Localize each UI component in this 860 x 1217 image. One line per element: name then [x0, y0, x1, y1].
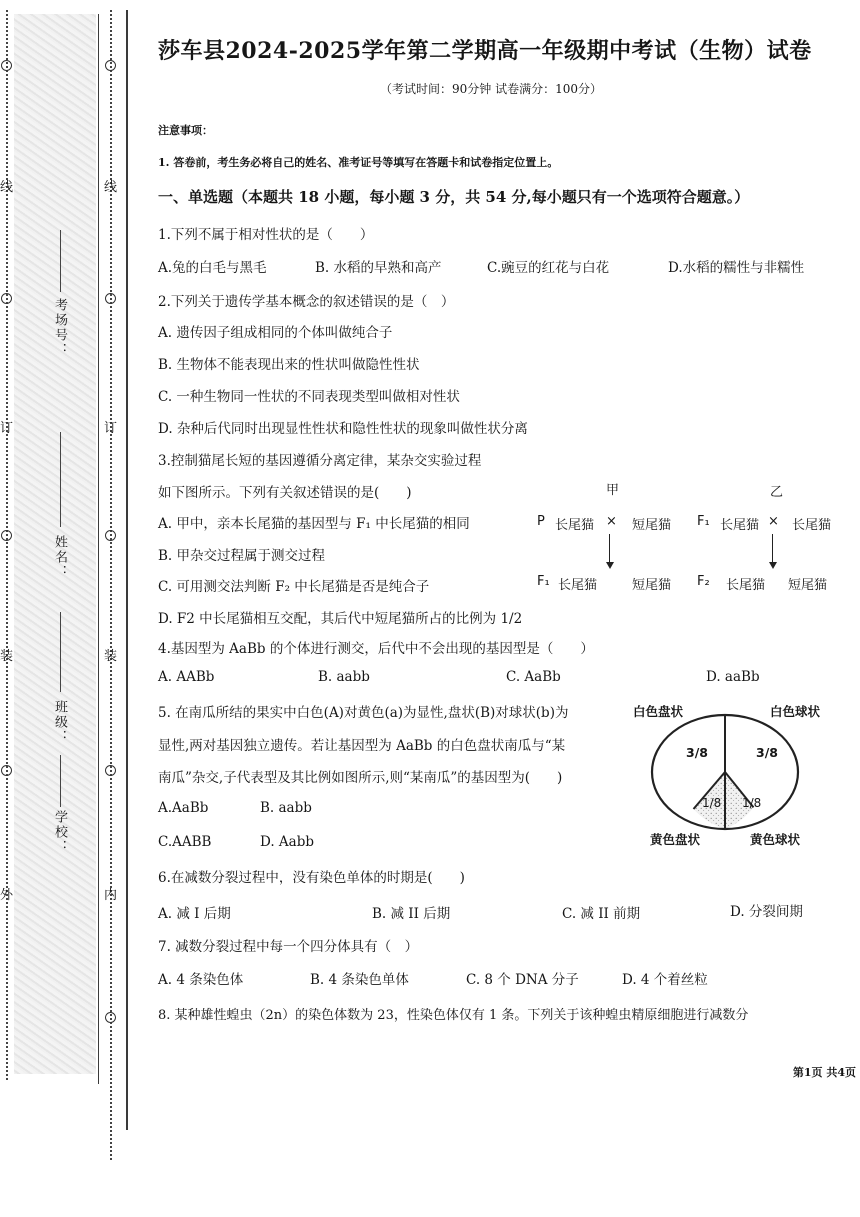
binding-circle [105, 1012, 116, 1023]
notice-item-1: 1. 答卷前，考生务必将自己的姓名、准考证号等填写在答题卡和试卷指定位置上。 [158, 156, 559, 169]
pie-value-yellow-disc: 1/8 [702, 796, 722, 810]
class-fill-line[interactable] [60, 612, 61, 692]
q7-option-c[interactable]: C. 8 个 DNA 分子 [466, 972, 579, 988]
binding-circle [1, 293, 12, 304]
cross-yi-parent-long-2: 长尾猫 [792, 518, 832, 533]
q5-stem-line2: 显性,两对基因独立遗传。若让基因型为 AaBb 的白色盘状南瓜与“某 [158, 738, 566, 754]
cross-yi-label: 乙 [770, 485, 784, 500]
q3-stem-line2: 如下图所示。下列有关叙述错误的是( ) [158, 485, 412, 501]
exam-subtitle: （考试时间：90分钟 试卷满分：100分） [380, 82, 602, 96]
name-label: 姓名： [52, 535, 67, 580]
pie-label-white-sphere: 白色球状 [770, 704, 821, 719]
binding-circle [105, 60, 116, 71]
q1-stem: 1.下列不属于相对性状的是（ ） [158, 227, 374, 243]
cross-jia-f1-short: 短尾猫 [632, 578, 672, 593]
binding-circle [1, 765, 12, 776]
school-fill-line[interactable] [60, 755, 61, 807]
cross-jia-parent-short: 短尾猫 [632, 518, 672, 533]
cross-jia-parent-long: 长尾猫 [555, 518, 595, 533]
pie-label-yellow-disc: 黄色盘状 [650, 832, 701, 847]
cross-jia-f1-label: F₁ [537, 574, 550, 589]
cross-yi-arrowhead [769, 562, 777, 569]
q1-option-a[interactable]: A.兔的白毛与黑毛 [158, 260, 267, 276]
pie-label-yellow-sphere: 黄色球状 [750, 832, 801, 847]
q1-option-c[interactable]: C.豌豆的红花与白花 [487, 260, 610, 276]
q7-option-a[interactable]: A. 4 条染色体 [158, 972, 244, 988]
q3-option-d[interactable]: D. F2 中长尾猫相互交配，其后代中短尾猫所占的比例为 1/2 [158, 611, 523, 627]
cross-p-label: P [537, 514, 545, 529]
q4-option-a[interactable]: A. AABb [158, 669, 215, 685]
q5-option-c[interactable]: C.AABB [158, 834, 212, 850]
q3-option-b[interactable]: B. 甲杂交过程属于测交过程 [158, 548, 326, 564]
margin-inner-char: 内 [104, 888, 118, 903]
cross-yi-f1-label: F₁ [697, 514, 710, 529]
margin-border-line [126, 10, 128, 1130]
binding-circle [1, 60, 12, 71]
margin-line-char: 线 [0, 180, 14, 195]
margin-bind-char: 装 [0, 649, 14, 664]
q5-option-a[interactable]: A.AaBb [158, 800, 209, 816]
q2-option-a[interactable]: A. 遗传因子组成相同的个体叫做纯合子 [158, 325, 393, 341]
q3-option-c[interactable]: C. 可用测交法判断 F₂ 中长尾猫是否是纯合子 [158, 579, 430, 595]
q6-option-d[interactable]: D. 分裂间期 [730, 904, 803, 920]
cross-yi-arrow [772, 534, 773, 564]
pie-value-yellow-sphere: 1/8 [742, 796, 762, 810]
cross-jia-arrowhead [606, 562, 614, 569]
binding-circle [1, 530, 12, 541]
exam-room-fill-line[interactable] [60, 230, 61, 292]
name-fill-line[interactable] [60, 432, 61, 527]
class-label: 班级： [52, 700, 67, 745]
q2-option-d[interactable]: D. 杂种后代同时出现显性性状和隐性性状的现象叫做性状分离 [158, 421, 528, 437]
q1-option-b[interactable]: B. 水稻的早熟和高产 [315, 260, 442, 276]
pie-chart-svg [650, 712, 800, 834]
q6-option-a[interactable]: A. 减 I 后期 [158, 906, 231, 922]
cross-jia-x: × [606, 514, 617, 529]
outer-dotted-line [6, 10, 8, 1080]
cross-jia-label: 甲 [606, 483, 620, 498]
q1-option-d[interactable]: D.水稻的糯性与非糯性 [668, 260, 805, 276]
cross-yi-parent-long: 长尾猫 [720, 518, 760, 533]
cross-yi-f2-label: F₂ [697, 574, 710, 589]
q3-option-a[interactable]: A. 甲中，亲本长尾猫的基因型与 F₁ 中长尾猫的相同 [158, 516, 470, 532]
q4-option-d[interactable]: D. aaBb [706, 669, 760, 685]
q4-stem: 4.基因型为 AaBb 的个体进行测交，后代中不会出现的基因型是（ ） [158, 641, 594, 657]
exam-room-label: 考场号： [52, 298, 67, 358]
q5-stem-line3: 南瓜”杂交,子代表型及其比例如图所示,则“某南瓜”的基因型为( ) [158, 770, 563, 786]
q6-option-c[interactable]: C. 减 II 前期 [562, 906, 641, 922]
binding-circle [105, 530, 116, 541]
q4-option-b[interactable]: B. aabb [318, 669, 370, 685]
q4-option-c[interactable]: C. AaBb [506, 669, 561, 685]
cross-yi-x: × [768, 514, 779, 529]
q5-option-d[interactable]: D. Aabb [260, 834, 315, 850]
cross-jia-f1-long: 长尾猫 [558, 578, 598, 593]
cross-jia-arrow [609, 534, 610, 564]
q2-option-c[interactable]: C. 一种生物同一性状的不同表现类型叫做相对性状 [158, 389, 460, 405]
q6-option-b[interactable]: B. 减 II 后期 [372, 906, 451, 922]
binding-circle [105, 293, 116, 304]
margin-order-char: 订 [104, 421, 118, 436]
q2-option-b[interactable]: B. 生物体不能表现出来的性状叫做隐性性状 [158, 357, 420, 373]
q3-stem-line1: 3.控制猫尾长短的基因遵循分离定律，某杂交实验过程 [158, 453, 482, 469]
q2-stem: 2.下列关于遗传学基本概念的叙述错误的是（ ） [158, 294, 455, 310]
q8-stem: 8. 某种雄性蝗虫（2n）的染色体数为 23，性染色体仅有 1 条。下列关于该种蝗虫精原细胞进行减数分 [158, 1008, 749, 1023]
q5-option-b[interactable]: B. aabb [260, 800, 312, 816]
margin-bind-char: 装 [104, 649, 118, 664]
margin-line-char: 线 [104, 180, 118, 195]
margin-order-char: 订 [0, 421, 14, 436]
q7-option-b[interactable]: B. 4 条染色单体 [310, 972, 409, 988]
school-label: 学校： [52, 810, 67, 855]
q7-stem: 7. 减数分裂过程中每一个四分体具有（ ） [158, 939, 419, 955]
cross-yi-f2-short: 短尾猫 [788, 578, 828, 593]
page-footer: 第1页 共4页 [792, 1066, 856, 1079]
margin-outer-char: 外 [0, 888, 14, 903]
pie-label-white-disc: 白色盘状 [633, 704, 684, 719]
notice-heading: 注意事项： [158, 124, 213, 137]
pie-value-white-sphere: 3/8 [756, 745, 778, 760]
section-1-heading: 一、单选题（本题共 18 小题，每小题 3 分，共 54 分,每小题只有一个选项符合题意。） [158, 188, 750, 206]
binding-circle [105, 765, 116, 776]
q5-stem-line1: 5. 在南瓜所结的果实中白色(A)对黄色(a)为显性,盘状(B)对球状(b)为 [158, 705, 569, 721]
q7-option-d[interactable]: D. 4 个着丝粒 [622, 972, 708, 988]
pie-value-white-disc: 3/8 [686, 745, 708, 760]
exam-title: 莎车县2024-2025学年第二学期高一年级期中考试（生物）试卷 [158, 38, 812, 64]
q6-stem: 6.在减数分裂过程中，没有染色单体的时期是( ) [158, 870, 465, 886]
margin-band-edge [98, 14, 99, 1084]
cross-yi-f2-long: 长尾猫 [726, 578, 766, 593]
